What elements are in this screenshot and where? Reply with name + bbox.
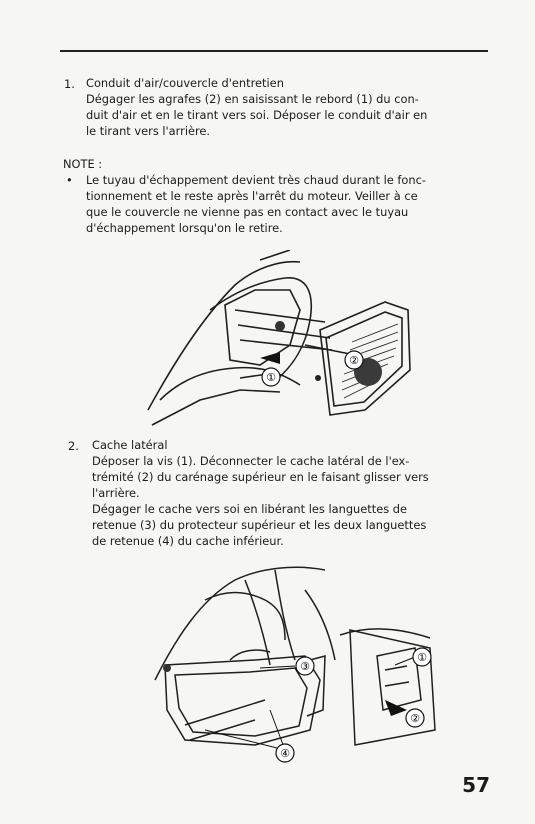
note-line-4: d'échappement lorsqu'on le retire. xyxy=(86,221,283,235)
note-line-2: tionnement et le reste après l'arrêt du moteur. Veiller à ce xyxy=(86,189,418,203)
section-1-number: 1. xyxy=(64,77,75,91)
section-2-line-1: Déposer la vis (1). Déconnecter le cache latéral de l'ex- xyxy=(92,454,410,468)
figure-2-callout-1: ① xyxy=(417,651,427,664)
section-1-title: Conduit d'air/couvercle d'entretien xyxy=(86,76,284,90)
side-cover-illustration xyxy=(145,560,445,770)
page-number: 57 xyxy=(462,773,490,797)
figure-2-callout-3: ③ xyxy=(300,660,310,673)
figure-1-callout-1: ① xyxy=(266,371,276,384)
figure-2-callout-2: ② xyxy=(410,712,420,725)
section-2-title: Cache latéral xyxy=(92,438,168,452)
figure-1-callout-2: ② xyxy=(349,354,359,367)
note-heading: NOTE : xyxy=(63,157,103,171)
section-2-line-4: Dégager le cache vers soi en libérant les languettes de xyxy=(92,502,408,516)
section-2-line-5: retenue (3) du protecteur supérieur et les deux languettes xyxy=(92,518,427,532)
section-2-line-6: de retenue (4) du cache inférieur. xyxy=(92,534,284,548)
section-2-line-3: l'arrière. xyxy=(92,486,140,500)
note-line-1: Le tuyau d'échappement devient très chaud durant le fonc- xyxy=(86,173,426,187)
section-1-line-1: Dégager les agrafes (2) en saisissant le rebord (1) du con- xyxy=(86,92,419,106)
section-1-line-2: duit d'air et en le tirant vers soi. Déposer le conduit d'air en xyxy=(86,108,428,122)
note-bullet: • xyxy=(66,173,73,187)
section-2-line-2: trémité (2) du carénage supérieur en le faisant glisser vers xyxy=(92,470,429,484)
air-duct-illustration xyxy=(140,250,425,430)
note-line-3: que le couvercle ne vienne pas en contact avec le tuyau xyxy=(86,205,409,219)
section-1-line-3: le tirant vers l'arrière. xyxy=(86,124,211,138)
section-2-number: 2. xyxy=(68,439,79,453)
top-rule xyxy=(60,50,488,52)
figure-2-callout-4: ④ xyxy=(280,747,290,760)
